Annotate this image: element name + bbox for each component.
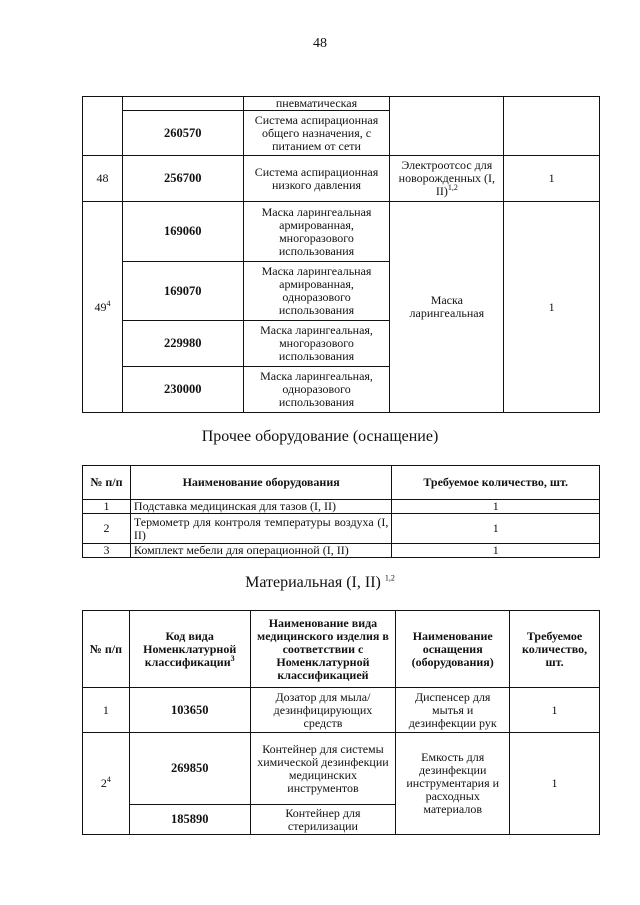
row-number-cell: 48: [83, 156, 123, 202]
device-name-cell: Система аспирационная общего назначения, с питанием от сети: [243, 111, 390, 156]
table-header-row: [83, 466, 600, 500]
section-title-material: [0, 574, 640, 592]
device-name-cell: Контейнер для стерилизации: [250, 805, 396, 835]
material-table: [82, 610, 600, 835]
row-number: 49: [94, 299, 107, 314]
quantity-cell: 1: [504, 156, 600, 202]
device-name-cell: Дозатор для мыла/ дезинфицирующих средств: [250, 688, 396, 733]
table-row: [83, 156, 600, 202]
code-cell: [122, 97, 243, 111]
device-name-cell: Маска ларингеальная армированная, одноразового использования: [243, 262, 390, 321]
code-cell: 230000: [122, 367, 243, 413]
quantity-cell: 1: [392, 514, 600, 544]
table-row: [83, 202, 600, 262]
code-cell: 185890: [129, 805, 250, 835]
equipment-name-cell: Термометр для контроля температуры воздуха (I, II): [130, 514, 391, 544]
code-cell: 260570: [122, 111, 243, 156]
table-row: [83, 544, 600, 558]
quantity-cell: 1: [510, 688, 600, 733]
quantity-cell: 1: [392, 500, 600, 514]
header-text: Код вида Номенклатурной классификации: [143, 628, 237, 669]
equipment-cell: [390, 156, 504, 202]
table-row: [83, 97, 600, 111]
column-header-number: № п/п: [83, 466, 131, 500]
column-header-number: № п/п: [83, 611, 130, 688]
row-number-cell: [83, 202, 123, 413]
device-name-cell: Контейнер для системы химической дезинфекции медицинских инструментов: [250, 733, 396, 805]
footnote-mark: 4: [106, 298, 111, 308]
row-number-cell: 3: [83, 544, 131, 558]
page-number: 48: [313, 36, 327, 51]
code-cell: 169060: [122, 202, 243, 262]
row-number-cell: 1: [83, 500, 131, 514]
device-name-cell: пневматическая: [243, 97, 390, 111]
equipment-cell: Диспенсер для мытья и дезинфекции рук: [396, 688, 510, 733]
code-cell: 103650: [129, 688, 250, 733]
row-number: 2: [100, 776, 107, 790]
equipment-name-cell: Комплект мебели для операционной (I, II): [130, 544, 391, 558]
column-header-equipment: Наименование оснащения (оборудования): [396, 611, 510, 688]
footnote-mark: 1,2: [384, 573, 395, 583]
footnote-mark: 1,2: [447, 183, 458, 192]
column-header-code: [129, 611, 250, 688]
row-number-cell: 1: [83, 688, 130, 733]
footnote-mark: 4: [106, 775, 111, 784]
table-row: [83, 733, 600, 805]
quantity-cell: 1: [392, 544, 600, 558]
device-name-cell: Система аспирационная низкого давления: [243, 156, 390, 202]
table-row: [83, 514, 600, 544]
equipment-name-cell: Подставка медицинская для тазов (I, II): [130, 500, 391, 514]
other-equipment-table: [82, 465, 600, 558]
equipment-cell: Емкость для дезинфекции инструментария и расходных материалов: [396, 733, 510, 835]
column-header-quantity: Требуемое количество, шт.: [510, 611, 600, 688]
code-cell: 269850: [129, 733, 250, 805]
quantity-cell: [504, 97, 600, 156]
device-name-cell: Маска ларингеальная, многоразового использования: [243, 321, 390, 367]
table-row: [83, 688, 600, 733]
table-header-row: [83, 611, 600, 688]
column-header-device-name: Наименование вида медицинского изделия в соответствии с Номенклатурной классификацией: [250, 611, 396, 688]
quantity-cell: 1: [510, 733, 600, 835]
row-number-cell: [83, 733, 130, 835]
section-title-text: Материальная (I, II): [245, 574, 381, 591]
equipment-cell: Маска ларингеальная: [390, 202, 504, 413]
quantity-cell: 1: [504, 202, 600, 413]
section-title-other-equipment: Прочее оборудование (оснащение): [201, 428, 439, 445]
table-row: [83, 500, 600, 514]
column-header-quantity: Требуемое количество, шт.: [392, 466, 600, 500]
equipment-cell: [390, 97, 504, 156]
column-header-name: Наименование оборудования: [130, 466, 391, 500]
row-number-cell: [83, 97, 123, 156]
code-cell: 256700: [122, 156, 243, 202]
equipment-text: Электроотсос для новорожденных (I, II): [398, 158, 495, 198]
footnote-mark: 3: [230, 653, 235, 663]
row-number-cell: 2: [83, 514, 131, 544]
devices-table-continued: [82, 96, 600, 413]
code-cell: 229980: [122, 321, 243, 367]
device-name-cell: Маска ларингеальная, одноразового использования: [243, 367, 390, 413]
code-cell: 169070: [122, 262, 243, 321]
device-name-cell: Маска ларингеальная армированная, многоразового использования: [243, 202, 390, 262]
